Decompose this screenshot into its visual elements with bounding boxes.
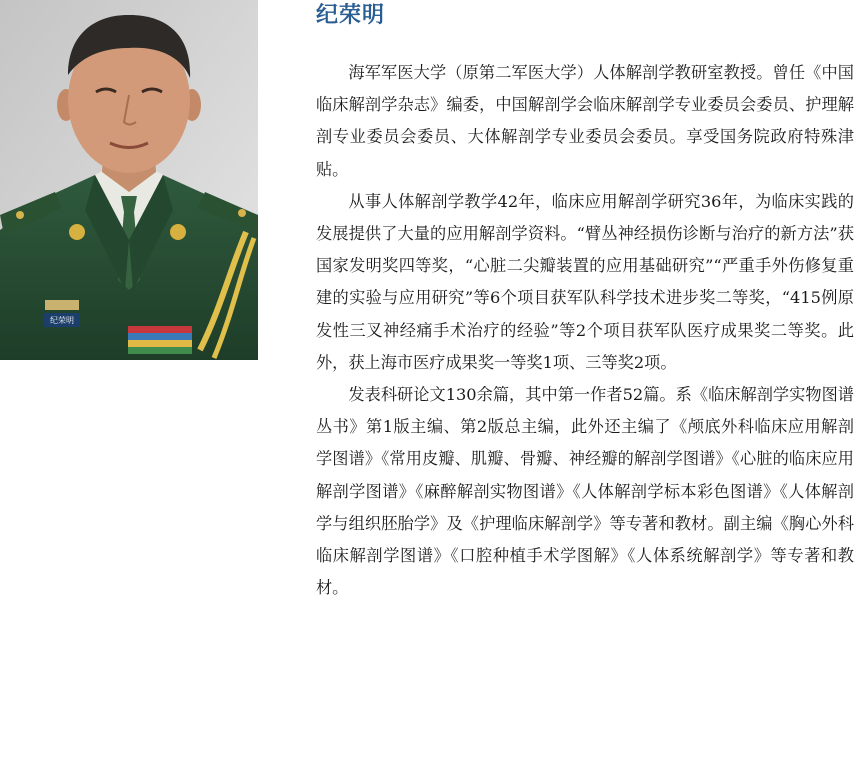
bio-paragraph-1: 海军军医大学（原第二军医大学）人体解剖学教研室教授。曾任《中国临床解剖学杂志》编委，中国解剖学会临床解剖学专业委员会委员、护理解剖专业委员会委员、大体解剖学专业委员会委员。享受国务院政府特殊津贴。: [316, 63, 854, 179]
portrait-photo: [0, 0, 258, 360]
biography-section: [316, 0, 854, 604]
bio-paragraph-2: 从事人体解剖学教学42年，临床应用解剖学研究36年，为临床实践的发展提供了大量的应用解剖学资料。“臂丛神经损伤诊断与治疗的新方法”获国家发明奖四等奖，“心脏二尖瓣装置的应用基础研究”“严重手外伤修复重建的实验与应用研究”等6个项目获军队科学技术进步奖二等奖，“415例原发性三叉神经痛手术治疗的经验”等2个项目获军队医疗成果奖二等奖。此外，获上海市医疗成果奖一等奖1项、三等奖2项。: [316, 191, 854, 372]
name-tag-text: 纪荣明: [50, 316, 74, 325]
person-name: 纪荣明: [316, 2, 386, 28]
bio-paragraph-3: 发表科研论文130余篇，其中第一作者52篇。系《临床解剖学实物图谱丛书》第1版主编、第2版总主编，此外还主编了《颅底外科临床应用解剖学图谱》《常用皮瓣、肌瓣、骨瓣、神经瓣的解剖学图谱》《心脏的临床应用解剖学图谱》《麻醉解剖实物图谱》《人体解剖学标本彩色图谱》《人体解剖学与组织胚胎学》及《护理临床解剖学》等专著和教材。副主编《胸心外科临床解剖学图谱》《口腔种植手术学图解》《人体系统解剖学》等专著和教材。: [316, 385, 854, 598]
